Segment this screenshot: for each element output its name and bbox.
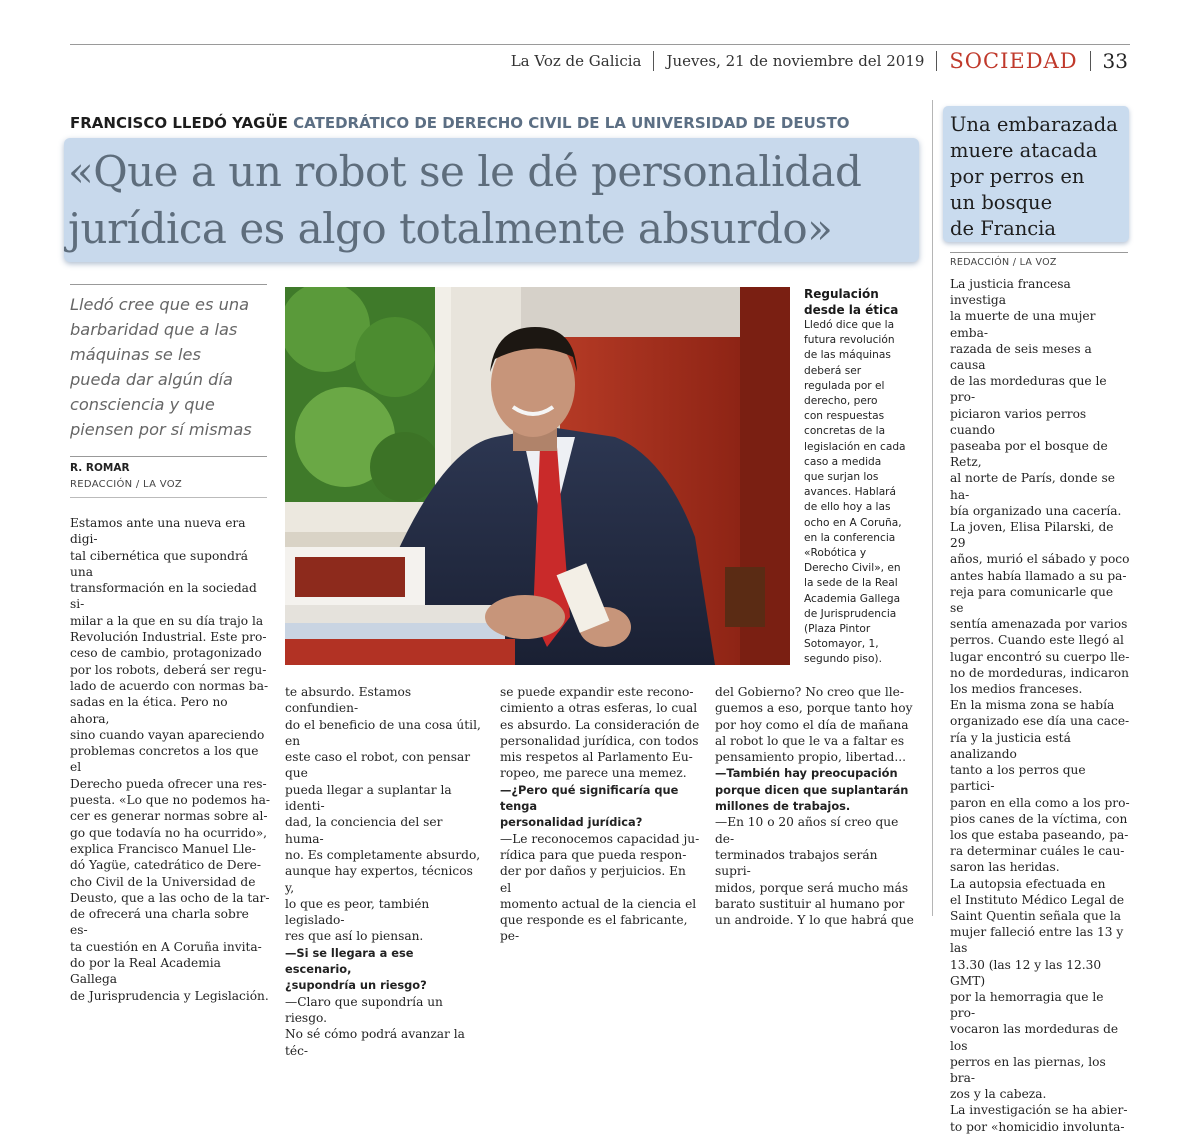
column-divider [932, 100, 933, 916]
sidebar-body-line: La investigación se ha abier- [950, 1103, 1128, 1118]
sidebar-redaccion: REDACCIÓN / LA VOZ [950, 257, 1057, 268]
body-line: milar a la que en su día trajo la [70, 613, 264, 628]
body-line: por los robots, deberá ser regu- [70, 662, 267, 677]
caption-line: derecho, pero [804, 395, 878, 408]
sidebar-body-line: los que estaba paseando, pa- [950, 827, 1129, 842]
sidebar-body-line: al norte de París, donde se ha- [950, 471, 1115, 502]
body-line: se puede expandir este recono- [500, 685, 694, 699]
kicker-role: CATEDRÁTICO DE DERECHO CIVIL DE LA UNIVERSIDAD DE DEUSTO [293, 114, 850, 132]
body-line: do por la Real Academia Gallega [70, 956, 221, 987]
headline-line: jurídica es algo totalmente absurdo» [68, 204, 833, 253]
sidebar-body-line: ra determinar cuáles le cau- [950, 844, 1125, 859]
body-line: cimiento a otras esferas, lo cual [500, 701, 698, 716]
body-line: cer es generar normas sobre al- [70, 809, 268, 824]
sidebar-body-line: mujer falleció entre las 13 y las [950, 925, 1124, 956]
caption-line: regulada por el [804, 379, 885, 392]
caption-line: Academia Gallega [804, 592, 901, 605]
body-line: pensamiento propio, libertad... [715, 750, 906, 765]
body-line: porque dicen que suplantarán [715, 782, 909, 797]
body-line: lo que es peor, también legislado- [285, 896, 430, 928]
portrait-photo [285, 287, 790, 665]
body-line: de Jurisprudencia y Legislación. [70, 988, 269, 1003]
kicker-name: FRANCISCO LLEDÓ YAGÜE [70, 114, 288, 132]
sidebar-headline-line: por perros en [950, 165, 1085, 188]
sidebar-body [950, 276, 1130, 1135]
body-line: —En 10 o 20 años sí creo que de- [715, 815, 899, 846]
sidebar-rule [950, 252, 1128, 253]
body-line: barato sustituir al humano por [715, 896, 905, 911]
body-line: personalidad jurídica, con todos [500, 733, 699, 748]
sidebar-body-line: años, murió el sábado y poco [950, 552, 1130, 567]
caption-line: Lledó dice que la [804, 319, 895, 331]
body-line: cho Civil de la Universidad de [70, 874, 256, 889]
sidebar-body-line: to por «homicidio involunta- [950, 1119, 1125, 1134]
article-kicker [70, 114, 850, 132]
issue-date: Jueves, 21 de noviembre del 2019 [666, 52, 925, 70]
body-line: Revolución Industrial. Este pro- [70, 630, 267, 645]
body-line: dó Yagüe, catedrático de Dere- [70, 858, 261, 873]
body-line: de ofrecerá una charla sobre es- [70, 907, 249, 938]
article-column-1 [70, 515, 270, 1004]
sidebar-headline [950, 112, 1130, 242]
sidebar-headline-line: un bosque [950, 191, 1053, 214]
sidebar-body-line: perros en las piernas, los bra- [950, 1054, 1106, 1085]
caption-line: futura revolución [804, 334, 895, 347]
body-line: ceso de cambio, protagonizado [70, 646, 262, 661]
sidebar-body-line: reja para comunicarle que se [950, 584, 1114, 616]
body-line: explica Francisco Manuel Lle- [70, 841, 256, 856]
body-line: do el beneficio de una cosa útil, en [285, 717, 481, 748]
sidebar-body-line: razada de seis meses a causa [950, 341, 1092, 373]
sidebar-body-line: ría y la justicia está analizando [950, 730, 1071, 761]
sidebar-body-line: el Instituto Médico Legal de [950, 892, 1125, 907]
pull-quote-line: máquinas se les [70, 345, 201, 364]
caption-line: concretas de la [804, 425, 886, 438]
sidebar-body-line: los medios franceses. [950, 682, 1083, 697]
body-line: te absurdo. Estamos confundien- [285, 685, 412, 716]
body-line: aunque hay expertos, técnicos y, [285, 864, 473, 895]
pull-quote-rule [70, 456, 267, 457]
sidebar-body-line: por la hemorragia que le pro- [950, 989, 1104, 1021]
body-line: go que todavía no ha ocurrido», [70, 825, 268, 840]
pull-quote-line: consciencia y que [70, 395, 215, 414]
sidebar-body-line: la muerte de una mujer emba- [950, 309, 1096, 340]
caption-line: con respuestas [804, 410, 885, 423]
body-line: rídica para que pueda respon- [500, 847, 687, 862]
body-line: mis respetos al Parlamento Eu- [500, 750, 693, 765]
body-line: —¿Pero qué significaría que tenga [500, 782, 679, 814]
body-line: Estamos ante una nueva era digi- [70, 516, 246, 547]
caption-line: de ello hoy a las [804, 501, 891, 514]
sidebar-headline-line: Una embarazada [950, 113, 1118, 136]
section-name: SOCIEDAD [949, 49, 1078, 73]
caption-line: que surjan los [804, 471, 879, 484]
body-line: tal cibernética que supondrá una [70, 548, 249, 579]
caption-line: legislación en cada [804, 440, 906, 453]
article-headline [68, 143, 918, 257]
sidebar-body-line: En la misma zona se había [950, 698, 1115, 713]
caption-line: de Jurisprudencia [804, 607, 897, 620]
header-separator [1090, 51, 1091, 71]
body-line: personalidad jurídica? [500, 815, 643, 830]
caption-line: de las máquinas [804, 349, 891, 362]
photo-caption [804, 318, 916, 668]
sidebar-body-line: pios canes de la víctima, con [950, 811, 1128, 826]
body-line: por hoy como el día de mañana [715, 717, 909, 732]
body-line: un androide. Y lo que habrá que [715, 913, 914, 928]
caption-line: en la conferencia [804, 531, 896, 544]
byline-redaccion: REDACCIÓN / LA VOZ [70, 479, 183, 490]
body-line: No sé cómo podrá avanzar la téc- [285, 1027, 465, 1058]
sidebar-body-line: 13.30 (las 12 y las 12.30 GMT) [950, 957, 1102, 988]
body-line: al robot lo que le va a faltar es [715, 733, 905, 748]
sidebar-body-line: La joven, Elisa Pilarski, de 29 [950, 520, 1114, 551]
caption-line: segundo piso). [804, 653, 882, 666]
caption-line: la sede de la Real [804, 577, 898, 590]
caption-head-line: Regulación [804, 287, 879, 301]
sidebar-body-line: saron las heridas. [950, 860, 1060, 875]
caption-line: avances. Hablará [804, 486, 897, 499]
sidebar-body-line: vocaron las mordeduras de los [950, 1022, 1119, 1053]
sidebar-body-line: organizado ese día una cace- [950, 714, 1130, 729]
sidebar-body-line: perros. Cuando este llegó al [950, 633, 1124, 648]
body-line: Derecho pueda ofrecer una res- [70, 776, 267, 791]
body-line: Deusto, que a las ocho de la tar- [70, 890, 270, 905]
caption-line: caso a medida [804, 455, 882, 468]
body-line: lado de acuerdo con normas ba- [70, 678, 269, 693]
body-line: es absurdo. La consideración de [500, 717, 700, 732]
byline-rule [70, 497, 267, 498]
body-line: ¿supondría un riesgo? [285, 978, 427, 993]
body-line: —Si se llegara a ese escenario, [285, 945, 414, 977]
body-line: —Claro que supondría un riesgo. [285, 994, 443, 1025]
body-line: —También hay preocupación [715, 766, 898, 781]
body-line: pueda llegar a suplantar la identi- [285, 782, 452, 814]
headline-line: «Que a un robot se le dé personalidad [68, 147, 862, 196]
body-line: del Gobierno? No creo que lle- [715, 685, 905, 699]
sidebar-body-line: La autopsia efectuada en [950, 876, 1106, 891]
sidebar-body-line: piciaron varios perros cuando [950, 406, 1087, 437]
sidebar-headline-line: muere atacada [950, 139, 1098, 162]
caption-line: (Plaza Pintor [804, 623, 871, 636]
body-line: sino cuando vayan apareciendo [70, 727, 265, 742]
pull-quote [70, 292, 270, 442]
caption-line: Derecho Civil», en [804, 562, 901, 575]
body-line: puesta. «Lo que no podemos ha- [70, 793, 270, 808]
page-number: 33 [1102, 49, 1128, 73]
body-line: midos, porque será mucho más [715, 880, 909, 895]
sidebar-body-line: sentía amenazada por varios [950, 617, 1128, 632]
sidebar-body-line: de las mordeduras que le pro- [950, 374, 1107, 405]
sidebar-body-line: paseaba por el bosque de Retz, [950, 439, 1108, 470]
body-line: terminados trabajos serán supri- [715, 847, 878, 879]
pull-quote-line: piensen por sí mismas [70, 420, 252, 439]
pull-quote-line: barbaridad que a las [70, 320, 238, 339]
body-line: millones de trabajos. [715, 799, 851, 814]
pull-quote-line: pueda dar algún día [70, 370, 233, 389]
header-separator [653, 51, 654, 71]
body-line: este caso el robot, con pensar que [285, 750, 471, 781]
body-line: momento actual de la ciencia el [500, 896, 697, 911]
caption-line: «Robótica y [804, 547, 867, 560]
sidebar-body-line: antes había llamado a su pa- [950, 568, 1127, 583]
body-line: —Le reconocemos capacidad ju- [500, 831, 700, 846]
sidebar-body-line: zos y la cabeza. [950, 1087, 1047, 1102]
body-line: res que así lo piensan. [285, 929, 424, 944]
body-line: transformación en la sociedad si- [70, 581, 257, 612]
body-line: ta cuestión en A Coruña invita- [70, 939, 262, 954]
body-line: no. Es completamente absurdo, [285, 847, 481, 862]
caption-line: ocho en A Coruña, [804, 516, 902, 529]
body-line: que responde es el fabricante, pe- [500, 913, 688, 944]
pull-quote-rule [70, 284, 267, 285]
caption-line: Sotomayor, 1, [804, 638, 879, 651]
sidebar-body-line: paron en ella como a los pro- [950, 795, 1130, 810]
article-column-3 [500, 684, 700, 945]
caption-head-line: desde la ética [804, 303, 899, 317]
article-column-2 [285, 684, 483, 1059]
sidebar-body-line: bía organizado una cacería. [950, 503, 1122, 518]
header-rule [70, 44, 1130, 45]
byline: R. ROMAR [70, 462, 130, 474]
header-separator [936, 51, 937, 71]
body-line: sadas en la ética. Pero no ahora, [70, 695, 228, 726]
sidebar-body-line: La justicia francesa investiga [950, 277, 1071, 308]
sidebar-body-line: tanto a los perros que partici- [950, 763, 1086, 794]
sidebar-body-line: Saint Quentin señala que la [950, 908, 1122, 923]
caption-line: deberá ser [804, 364, 862, 377]
newspaper-name: La Voz de Galicia [510, 52, 642, 70]
pull-quote-line: Lledó cree que es una [70, 295, 250, 314]
body-line: problemas concretos a los que el [70, 744, 259, 775]
article-column-4 [715, 684, 915, 928]
body-line: der por daños y perjuicios. En el [500, 864, 686, 895]
page-header [511, 48, 1128, 74]
body-line: dad, la conciencia del ser huma- [285, 815, 443, 846]
sidebar-body-line: lugar encontró su cuerpo lle- [950, 649, 1130, 664]
sidebar-headline-line: de Francia [950, 217, 1057, 240]
body-line: ropeo, me parece una memez. [500, 766, 687, 781]
body-line: guemos a eso, porque tanto hoy [715, 701, 913, 716]
photo-caption-head [804, 286, 904, 318]
sidebar-body-line: no de mordeduras, indicaron [950, 665, 1129, 680]
